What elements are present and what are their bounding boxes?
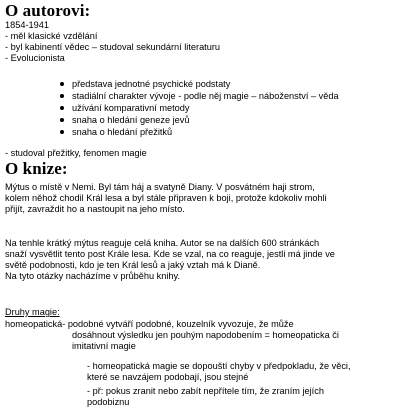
bullet-item: snaha o hledání přežitků	[72, 126, 339, 138]
subpoint-line: které se navzájem podobají, jsou stejné	[87, 372, 249, 382]
subpoint-line: - př: pokus zranit nebo zabít nepřítele tím, že zraním jejích	[87, 386, 324, 396]
subpoint-line: - homeopatická magie se dopouští chyby v předpokladu, že věci,	[87, 361, 351, 371]
paragraph-line: přijít, zavraždit ho a nastoupit na jeho místo.	[5, 204, 185, 214]
paragraph-line: světě podobnosti, kdo je ten Král lesů a jaký vztah má k Dianě.	[5, 260, 261, 270]
magic-types-title: Druhy magie:	[5, 307, 60, 317]
evolutionist-bullet-list	[72, 78, 339, 138]
subpoint-line: podobiznu	[87, 397, 130, 407]
author-section	[5, 2, 220, 64]
paragraph-line: Mýtus o místě v Nemi. Byl tám háj a svatyně Diany. V posvátném haji strom,	[5, 182, 315, 192]
bullet-item: stadiální charakter vývoje - podle něj magie – náboženství – věda	[72, 91, 339, 101]
author-last-line: - studoval přežitky, fenomen magie	[5, 148, 147, 158]
paragraph-line: snaží vysvětlit tento post Krále lesa. Kde se vzal, na co reaguje, jestli má jinde ve	[5, 249, 335, 259]
bullet-item: užívání komparativní metody	[72, 102, 339, 114]
continuation-line: dosáhnout výsledku jen pouhým napodobením = homeopaticka či	[72, 330, 339, 340]
continuation-line: imitativní magie	[72, 341, 136, 351]
author-line: - měl klasické vzdělání	[5, 31, 98, 41]
bullet-item: snaha o hledání geneze jevů	[72, 114, 339, 126]
book-paragraph-1	[5, 182, 410, 215]
book-paragraph-2	[5, 238, 410, 282]
homeopathic-line: homeopatická- podobné vytváří podobné, kouzelník vyvozuje, že může	[5, 319, 294, 329]
homeopathic-continuation	[72, 330, 339, 352]
paragraph-line: Na tenhle krátký mýtus reaguje celá kniha. Autor se na dalších 600 stránkách	[5, 238, 320, 248]
book-heading: O knize:	[5, 159, 68, 178]
author-line: - Evolucionista	[5, 53, 65, 63]
homeopathic-subpoint-2	[87, 386, 324, 408]
book-section	[5, 160, 68, 178]
homeopathic-subpoint-1	[87, 361, 351, 383]
author-line: - byl kabinentí vědec – studoval sekundární literaturu	[5, 42, 221, 52]
paragraph-line: Na tyto otázky nacházíme v průběhu knihy.	[5, 271, 180, 281]
author-heading: O autorovi:	[5, 1, 91, 20]
author-line: 1854-1941	[5, 20, 49, 30]
paragraph-line: kolem něhož chodil Král lesa a byl stále připraven k boji, protože kdokoliv mohli	[5, 193, 327, 203]
bullet-item: představa jednotné psychické podstaty	[72, 78, 339, 90]
